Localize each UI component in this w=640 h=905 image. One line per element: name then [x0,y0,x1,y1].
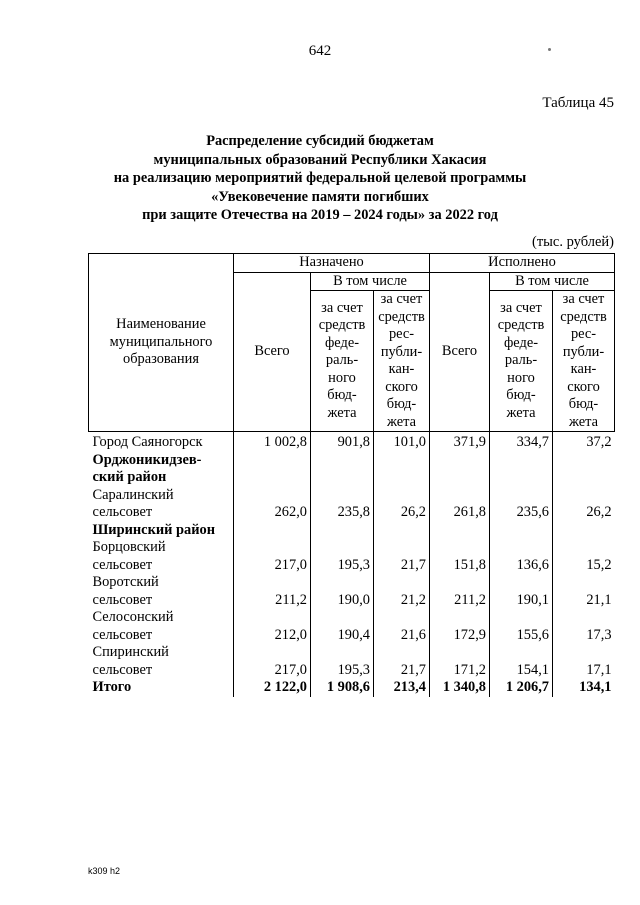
cell-executed-republic [553,539,615,557]
cell-assigned-federal: 235,8 [311,504,374,522]
cell-assigned-federal [311,644,374,662]
header-text: рес- [570,326,597,342]
cell-assigned-total [234,487,311,505]
cell-assigned-republic: 26,2 [374,504,430,522]
header-text: феде- [503,334,539,351]
header-text: публи- [562,343,605,360]
cell-executed-total [430,452,490,470]
table-row [89,609,615,627]
scan-speck [548,48,551,51]
header-text: образования [123,351,199,368]
header-text: жета [387,413,416,430]
municipality-name: Орджоникидзев- [92,451,202,468]
cell-assigned-federal [311,574,374,592]
cell-assigned-federal [311,469,374,487]
cell-assigned-republic: 213,4 [374,679,430,697]
header-text: средств [560,308,607,325]
header-assigned-including: В том числе [311,272,430,291]
cell-executed-total [430,574,490,592]
cell-assigned-total [234,644,311,662]
table-header [89,254,615,432]
cell-executed-total [430,469,490,487]
cell-executed-federal: 235,6 [490,504,553,522]
municipality-name: Саралинский [92,486,174,503]
cell-executed-federal: 1 206,7 [490,679,553,697]
cell-executed-total [430,539,490,557]
table-row [89,504,615,522]
cell-executed-federal: 155,6 [490,627,553,645]
header-text: бюд- [327,387,357,404]
header-text: феде- [324,334,360,351]
cell-assigned-total: 212,0 [234,627,311,645]
municipality-name: Воротский [92,574,159,590]
cell-executed-republic: 26,2 [553,504,615,522]
cell-assigned-total: 2 122,0 [234,679,311,697]
cell-assigned-federal: 195,3 [311,662,374,680]
cell-assigned-total: 211,2 [234,592,311,610]
title-line: Распределение субсидий бюджетам [206,133,434,149]
header-text: за счет [562,291,605,307]
table-row [89,539,615,557]
cell-assigned-federal: 190,0 [311,592,374,610]
cell-assigned-total [234,574,311,592]
header-assigned-federal [311,291,374,432]
cell-executed-republic: 17,3 [553,627,615,645]
header-assigned-total: Всего [234,272,311,432]
cell-executed-total: 1 340,8 [430,679,490,697]
cell-assigned-republic: 21,7 [374,557,430,575]
cell-assigned-federal [311,452,374,470]
header-text: раль- [325,352,359,369]
cell-assigned-federal: 195,3 [311,557,374,575]
cell-assigned-republic: 21,2 [374,592,430,610]
cell-assigned-federal [311,487,374,505]
municipality-name: Итого [92,679,132,695]
cell-executed-federal: 136,6 [490,557,553,575]
header-text: Наименование [116,316,206,333]
header-text: жета [327,404,357,421]
header-text: за счет [321,299,363,316]
cell-assigned-republic [374,452,430,470]
cell-assigned-total: 217,0 [234,662,311,680]
footer-code: k309 h2 [88,866,121,876]
cell-assigned-total [234,539,311,557]
cell-assigned-republic: 101,0 [374,432,430,452]
cell-assigned-total [234,452,311,470]
municipality-name: Борцовский [92,539,166,555]
cell-executed-republic [553,574,615,592]
header-name-column [89,254,234,432]
cell-executed-federal [490,522,553,540]
title-line: «Увековечение памяти погибших [211,188,429,205]
cell-executed-republic: 134,1 [553,679,615,697]
cell-executed-total: 371,9 [430,432,490,452]
municipality-name: сельсовет [92,626,153,643]
cell-assigned-republic [374,574,430,592]
header-executed-federal [490,291,553,432]
table-row [89,592,615,610]
header-assigned: Назначено [234,254,430,273]
municipality-name: ский район [92,469,167,485]
header-text: рес- [388,326,415,342]
document-title [80,132,560,225]
subsidy-table [88,253,615,697]
table-row [89,487,615,505]
cell-executed-total: 211,2 [430,592,490,610]
title-line: на реализацию мероприятий федеральной целевой программы [113,170,527,186]
cell-assigned-total: 1 002,8 [234,432,311,452]
cell-executed-republic [553,487,615,505]
title-line: муниципальных образований Республики Хакасия [153,151,487,168]
municipality-name: сельсовет [92,591,153,608]
header-text: за счет [500,299,542,316]
cell-executed-federal [490,574,553,592]
header-text: муниципального [109,333,213,350]
cell-assigned-republic [374,609,430,627]
cell-executed-total [430,487,490,505]
header-text: жета [569,413,598,430]
table-row [89,432,615,452]
header-text: средств [497,317,545,334]
table-row [89,557,615,575]
table-row [89,469,615,487]
cell-assigned-republic [374,539,430,557]
table-row [89,644,615,662]
table-row [89,662,615,680]
header-executed: Исполнено [430,254,615,273]
municipality-name: Селосонский [92,609,174,625]
table-label: Таблица 45 [542,95,614,111]
municipality-name: Город Саяногорск [92,434,203,450]
header-text: бюд- [386,396,417,412]
header-text: кан- [570,361,597,377]
cell-executed-total: 261,8 [430,504,490,522]
cell-assigned-total [234,469,311,487]
cell-executed-federal [490,452,553,470]
page-number: 642 [308,43,332,59]
cell-assigned-total [234,609,311,627]
cell-executed-republic: 21,1 [553,592,615,610]
cell-executed-federal: 190,1 [490,592,553,610]
cell-executed-republic [553,609,615,627]
cell-executed-federal [490,539,553,557]
header-executed-total: Всего [430,272,490,432]
cell-assigned-federal [311,609,374,627]
table-body [89,432,615,697]
header-text: публи- [380,343,423,360]
header-executed-including: В том числе [490,272,615,291]
header-text: бюд- [506,387,536,404]
cell-assigned-federal: 901,8 [311,432,374,452]
municipality-name: Ширинский район [92,521,216,538]
header-text: ского [385,378,418,395]
header-text: средств [378,308,425,325]
header-text: кан- [388,361,415,377]
cell-executed-total: 172,9 [430,627,490,645]
cell-executed-federal: 334,7 [490,432,553,452]
header-executed-republic [553,291,615,432]
cell-executed-republic [553,644,615,662]
cell-assigned-republic [374,644,430,662]
cell-assigned-federal [311,522,374,540]
municipality-name: сельсовет [92,661,153,678]
cell-executed-republic [553,469,615,487]
header-text: ского [567,378,600,395]
units-label: (тыс. рублей) [532,234,614,250]
cell-assigned-republic [374,469,430,487]
table-row [89,452,615,470]
header-text: раль- [504,352,538,369]
header-text: ного [507,369,535,386]
cell-executed-total: 171,2 [430,662,490,680]
cell-executed-total [430,522,490,540]
header-assigned-republic [374,291,430,432]
cell-executed-federal [490,644,553,662]
cell-executed-republic [553,522,615,540]
cell-assigned-total: 217,0 [234,557,311,575]
header-text: жета [506,404,536,421]
municipality-name: Спиринский [92,644,169,660]
cell-assigned-total: 262,0 [234,504,311,522]
municipality-name: сельсовет [92,504,153,520]
cell-assigned-federal: 1 908,6 [311,679,374,697]
table-row [89,574,615,592]
table-row [89,522,615,540]
cell-executed-republic: 17,1 [553,662,615,680]
cell-executed-republic [553,452,615,470]
cell-assigned-federal [311,539,374,557]
cell-assigned-republic: 21,6 [374,627,430,645]
table-row [89,679,615,697]
cell-executed-federal [490,487,553,505]
title-line: при защите Отечества на 2019 – 2024 годы» за 2022 год [142,207,498,223]
cell-executed-total [430,609,490,627]
cell-executed-total: 151,8 [430,557,490,575]
municipality-name: сельсовет [92,556,153,573]
header-text: за счет [380,291,423,307]
cell-assigned-republic: 21,7 [374,662,430,680]
cell-assigned-total [234,522,311,540]
table-row [89,627,615,645]
cell-assigned-federal: 190,4 [311,627,374,645]
cell-assigned-republic [374,487,430,505]
cell-assigned-republic [374,522,430,540]
cell-executed-federal [490,609,553,627]
cell-executed-total [430,644,490,662]
header-text: бюд- [568,396,599,412]
cell-executed-federal [490,469,553,487]
header-text: ного [328,369,356,386]
cell-executed-federal: 154,1 [490,662,553,680]
cell-executed-republic: 37,2 [553,432,615,452]
header-text: средств [318,317,366,334]
cell-executed-republic: 15,2 [553,557,615,575]
